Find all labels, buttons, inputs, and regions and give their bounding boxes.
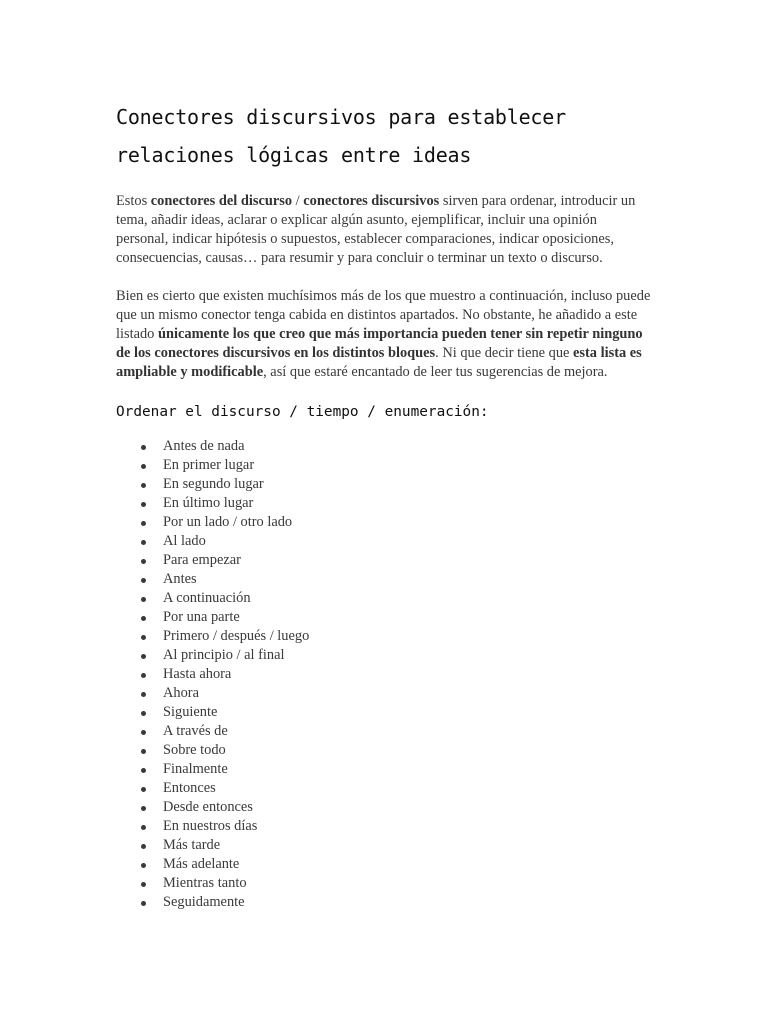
- second-text-2: . Ni que decir tiene que: [435, 345, 574, 361]
- list-item-text: En nuestros días: [163, 818, 258, 834]
- section-heading: Ordenar el discurso / tiempo / enumeración:: [116, 404, 489, 420]
- bullet-icon: [141, 635, 146, 640]
- list-item: [116, 456, 651, 475]
- bullet-icon: [141, 882, 146, 887]
- bullet-icon: [141, 711, 146, 716]
- list-item-text: Al lado: [163, 533, 206, 549]
- list-item-text: Sobre todo: [163, 742, 226, 758]
- connector-list: [116, 437, 651, 912]
- list-item: [116, 779, 651, 798]
- list-item: [116, 722, 651, 741]
- bullet-icon: [141, 445, 146, 450]
- list-item-text: En último lugar: [163, 495, 254, 511]
- bullet-icon: [141, 692, 146, 697]
- list-item: [116, 589, 651, 608]
- list-item-text: Más tarde: [163, 837, 221, 853]
- list-item: [116, 608, 651, 627]
- bullet-icon: [141, 540, 146, 545]
- second-bold-1: únicamente los que creo que más importancia pueden tener sin repetir ninguno de los conectores discursivos en los distintos bloques: [116, 326, 643, 361]
- list-item-text: A través de: [163, 723, 228, 739]
- intro-text-2: /: [292, 193, 304, 209]
- list-item: [116, 741, 651, 760]
- bullet-icon: [141, 730, 146, 735]
- list-item: [116, 570, 651, 589]
- list-item: [116, 760, 651, 779]
- list-item-text: Hasta ahora: [163, 666, 232, 682]
- bullet-icon: [141, 502, 146, 507]
- list-item-text: En segundo lugar: [163, 476, 264, 492]
- list-item: [116, 513, 651, 532]
- intro-text-1: Estos: [116, 193, 151, 209]
- intro-bold-2: conectores discursivos: [303, 193, 440, 209]
- intro-bold-1: conectores del discurso: [150, 193, 293, 209]
- list-item-text: Seguidamente: [163, 894, 245, 910]
- bullet-icon: [141, 464, 146, 469]
- bullet-icon: [141, 673, 146, 678]
- bullet-icon: [141, 483, 146, 488]
- second-text-3: , así que estaré encantado de leer tus sugerencias de mejora.: [263, 364, 608, 380]
- list-item-text: Ahora: [163, 685, 199, 701]
- list-item-text: Entonces: [163, 780, 216, 796]
- list-item-text: Por un lado / otro lado: [163, 514, 293, 530]
- list-item-text: A continuación: [163, 590, 251, 606]
- list-item: [116, 836, 651, 855]
- bullet-icon: [141, 578, 146, 583]
- second-bold-2: esta lista es ampliable y modificable: [116, 345, 642, 380]
- bullet-icon: [141, 654, 146, 659]
- list-item: [116, 684, 651, 703]
- second-text-1: Bien es cierto que existen muchísimos más de los que muestro a continuación, incluso puede que un mismo conector tenga cabida en distintos apartados. No obstante, he añadido a este listado: [116, 288, 651, 342]
- bullet-icon: [141, 597, 146, 602]
- document-title-line-1: Conectores discursivos para establecer: [116, 105, 566, 129]
- bullet-icon: [141, 825, 146, 830]
- list-item: [116, 551, 651, 570]
- document-page: [116, 98, 651, 912]
- document-title: [116, 98, 651, 174]
- list-item: [116, 703, 651, 722]
- list-item-text: Por una parte: [163, 609, 240, 625]
- list-item-text: Para empezar: [163, 552, 241, 568]
- bullet-icon: [141, 559, 146, 564]
- list-item-text: Antes de nada: [163, 438, 245, 454]
- second-paragraph: [116, 287, 651, 382]
- bullet-icon: [141, 768, 146, 773]
- list-item: [116, 475, 651, 494]
- list-item-text: Desde entonces: [163, 799, 253, 815]
- list-item: [116, 437, 651, 456]
- list-item: [116, 817, 651, 836]
- list-item: [116, 665, 651, 684]
- list-item: [116, 893, 651, 912]
- list-item: [116, 855, 651, 874]
- bullet-icon: [141, 616, 146, 621]
- list-item: [116, 627, 651, 646]
- document-title-line-2: relaciones lógicas entre ideas: [116, 143, 472, 167]
- bullet-icon: [141, 806, 146, 811]
- list-item-text: Siguiente: [163, 704, 218, 720]
- bullet-icon: [141, 901, 146, 906]
- list-item-text: Mientras tanto: [163, 875, 247, 891]
- list-item-text: Al principio / al final: [163, 647, 285, 663]
- bullet-icon: [141, 844, 146, 849]
- intro-paragraph: [116, 192, 651, 268]
- list-item-text: Antes: [163, 571, 197, 587]
- bullet-icon: [141, 787, 146, 792]
- bullet-icon: [141, 521, 146, 526]
- list-item-text: Primero / después / luego: [163, 628, 310, 644]
- list-item: [116, 494, 651, 513]
- list-item: [116, 874, 651, 893]
- list-item-text: Más adelante: [163, 856, 240, 872]
- bullet-icon: [141, 749, 146, 754]
- intro-text-3: sirven para ordenar, introducir un tema, añadir ideas, aclarar o explicar algún asunto, ejemplificar, incluir una opinión personal, indicar hipótesis o supuestos, establecer comparaciones, indicar oposiciones, consecuencias, causas… para resumir y para concluir o terminar un texto o discurso.: [116, 193, 636, 266]
- bullet-icon: [141, 863, 146, 868]
- list-item: [116, 798, 651, 817]
- list-item: [116, 646, 651, 665]
- list-item: [116, 532, 651, 551]
- list-item-text: Finalmente: [163, 761, 228, 777]
- list-item-text: En primer lugar: [163, 457, 255, 473]
